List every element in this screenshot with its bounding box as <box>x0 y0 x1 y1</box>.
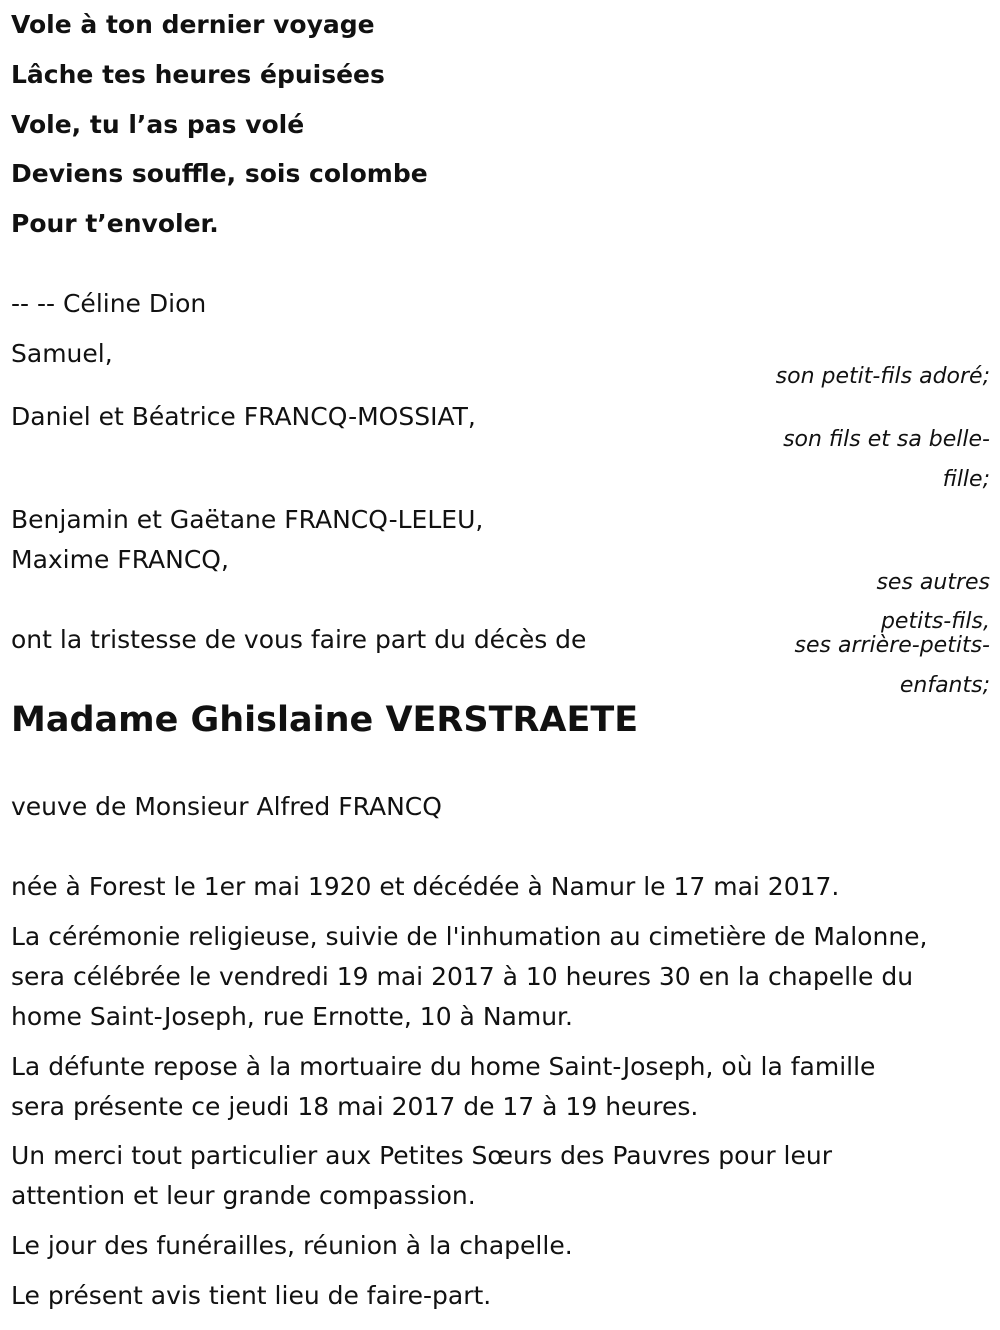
family-names-3b: Maxime FRANCQ, <box>11 545 229 574</box>
notice-line: Le présent avis tient lieu de faire-part. <box>11 1281 492 1310</box>
family-relation-4a: ses arrière-petits- <box>794 633 990 658</box>
family-relation-3b: petits-fils, <box>880 609 990 634</box>
ceremony-line-2: sera célébrée le vendredi 19 mai 2017 à 10 heures 30 en la chapelle du <box>11 962 914 991</box>
ceremony-line-1: La cérémonie religieuse, suivie de l'inhumation au cimetière de Malonne, <box>11 922 928 951</box>
announcement: ont la tristesse de vous faire part du décès de <box>11 625 587 654</box>
poem-line-4: Deviens souffle, sois colombe <box>11 159 428 188</box>
family-relation-2b: fille; <box>942 467 990 492</box>
mortuary-line-1: La défunte repose à la mortuaire du home Saint-Joseph, où la famille <box>11 1052 876 1081</box>
mortuary-line-2: sera présente ce jeudi 18 mai 2017 de 17 à 19 heures. <box>11 1092 699 1121</box>
poem-line-1: Vole à ton dernier voyage <box>11 10 375 39</box>
family-relation-2a: son fils et sa belle- <box>783 427 990 452</box>
deceased-name: Madame Ghislaine VERSTRAETE <box>11 700 639 740</box>
thanks-line-1: Un merci tout particulier aux Petites Sœurs des Pauvres pour leur <box>11 1141 832 1170</box>
thanks-paragraph <box>11 1136 991 1216</box>
family-relation-3a: ses autres <box>876 570 990 595</box>
reunion-line: Le jour des funérailles, réunion à la chapelle. <box>11 1231 573 1260</box>
reunion-paragraph <box>11 1226 991 1266</box>
family-relation-1: son petit-fils adoré; <box>775 364 990 389</box>
poem-author: -- -- Céline Dion <box>11 289 207 318</box>
ceremony-paragraph <box>11 917 991 1037</box>
poem-line-3: Vole, tu l’as pas volé <box>11 110 305 139</box>
poem-line-2: Lâche tes heures épuisées <box>11 60 385 89</box>
family-relation-4b: enfants; <box>899 673 990 698</box>
widow-of: veuve de Monsieur Alfred FRANCQ <box>11 792 442 821</box>
family-names-3a: Benjamin et Gaëtane FRANCQ-LELEU, <box>11 505 484 534</box>
mortuary-paragraph <box>11 1047 991 1127</box>
ceremony-line-3: home Saint-Joseph, rue Ernotte, 10 à Namur. <box>11 1002 573 1031</box>
family-names-2: Daniel et Béatrice FRANCQ-MOSSIAT, <box>11 402 476 431</box>
notice-paragraph <box>11 1276 991 1316</box>
birth-death: née à Forest le 1er mai 1920 et décédée à Namur le 17 mai 2017. <box>11 872 840 901</box>
poem-line-5: Pour t’envoler. <box>11 209 219 238</box>
thanks-line-2: attention et leur grande compassion. <box>11 1181 476 1210</box>
family-names-1: Samuel, <box>11 339 113 368</box>
